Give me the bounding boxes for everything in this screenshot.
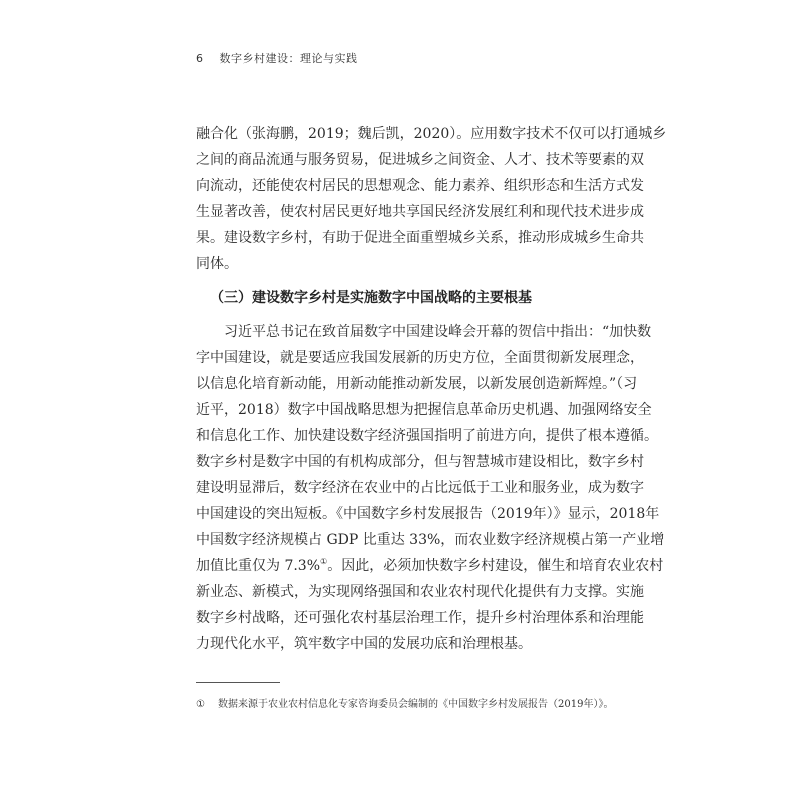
text-line: 数字乡村战略，还可强化农村基层治理工作，提升乡村治理体系和治理能 — [196, 610, 644, 626]
footnote-text: 数据来源于农业农村信息化专家咨询委员会编制的《中国数字乡村发展报告（2019年）》。 — [218, 699, 614, 710]
text-line: 融合化（张海鹏，2019；魏后凯，2020）。应用数字技术不仅可以打通城乡 — [196, 126, 667, 142]
text-line: 新业态、新模式，为实现网络强国和农业农村现代化提供有力支撑。实施 — [196, 584, 644, 600]
text-line: 中国数字经济规模占 GDP 比重达 33%，而农业数字经济规模占第一产业增 — [196, 532, 665, 548]
footnote — [196, 695, 613, 710]
text-line: 近平，2018）数字中国战略思想为把握信息革命历史机遇、加强网络安全 — [196, 402, 652, 418]
text-line: 数字乡村是数字中国的有机构成部分，但与智慧城市建设相比，数字乡村 — [196, 454, 644, 470]
text-line: 习近平总书记在致首届数字中国建设峰会开幕的贺信中指出：“加快数 — [224, 324, 652, 340]
text-line: 中国建设的突出短板。《中国数字乡村发展报告（2019年）》显示，2018年 — [196, 506, 660, 522]
text-line: 同体。 — [196, 256, 238, 272]
book-title: 数字乡村建设：理论与实践 — [219, 52, 358, 65]
text-line: 生显著改善，使农村居民更好地共享国民经济发展红利和现代技术进步成 — [196, 204, 644, 220]
page-number: 6 — [196, 52, 204, 65]
text-line: 和信息化工作、加快建设数字经济强国指明了前进方向，提供了根本遵循。 — [196, 428, 658, 444]
footnote-marker: ① — [196, 699, 205, 710]
text-line: 果。建设数字乡村，有助于促进全面重塑城乡关系，推动形成城乡生命共 — [196, 230, 644, 246]
text-line: 向流动，还能使农村居民的思想观念、能力素养、组织形态和生活方式发 — [196, 178, 644, 194]
text-line: 加值比重仅为 7.3%①。因此，必须加快数字乡村建设，催生和培育农业农村 — [196, 557, 664, 574]
running-head — [196, 50, 358, 66]
section-heading: （三）建设数字乡村是实施数字中国战略的主要根基 — [210, 290, 532, 306]
footnote-divider — [196, 682, 280, 683]
text-line: 力现代化水平，筑牢数字中国的发展功底和治理根基。 — [196, 636, 532, 652]
text-line: 以信息化培育新动能，用新动能推动新发展，以新发展创造新辉煌。”（习 — [196, 376, 638, 392]
footnote-reference[interactable]: ① — [320, 557, 328, 566]
text-line: 之间的商品流通与服务贸易，促进城乡之间资金、人才、技术等要素的双 — [196, 152, 644, 168]
text-line: 建设明显滞后，数字经济在农业中的占比远低于工业和服务业，成为数字 — [196, 480, 644, 496]
text-line: 字中国建设，就是要适应我国发展新的历史方位，全面贯彻新发展理念， — [196, 350, 644, 366]
